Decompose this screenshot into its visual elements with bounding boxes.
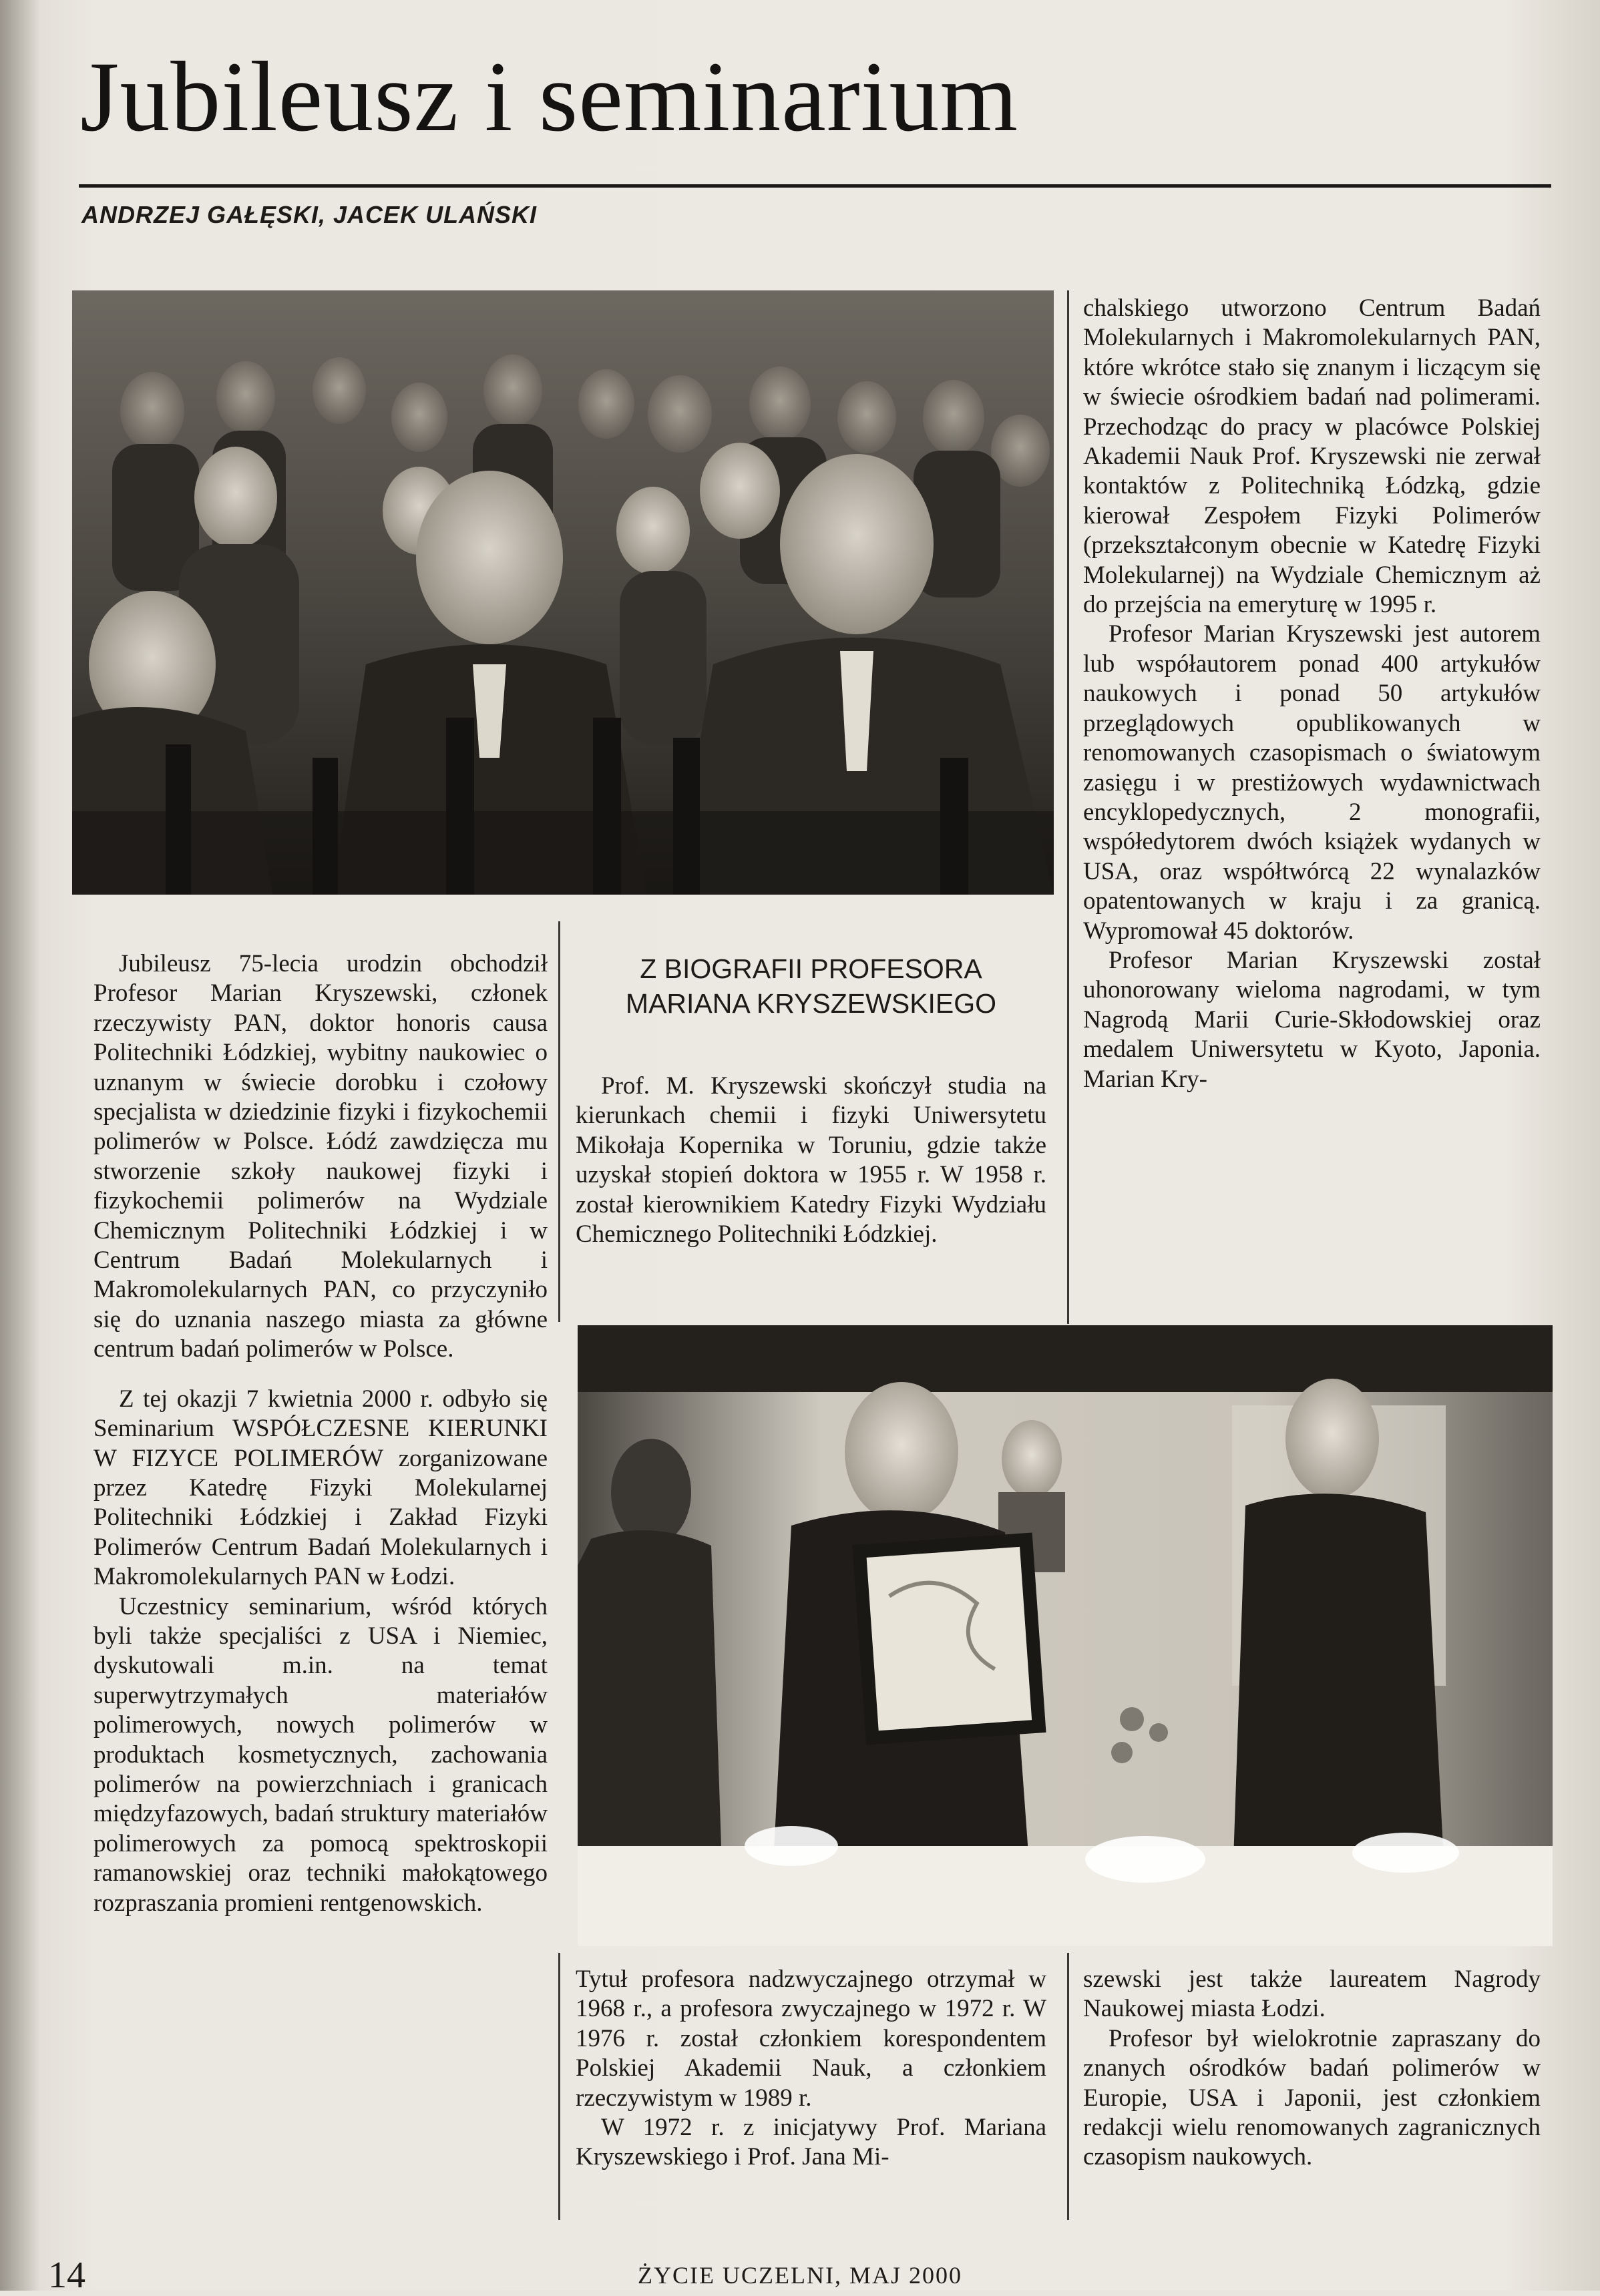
paragraph: Z tej okazji 7 kwietnia 2000 r. odbyło się Seminarium WSPÓŁCZESNE KIERUNKI W FIZYCE POLIMERÓW zorganizowane przez Katedrę Fizyki Molekularnej Politechniki Łódzkiej i Zakład Fizyki Polimerów Centrum Badań Molekularnych i Makromolekularnych PAN w Łodzi. xyxy=(93,1385,548,1591)
paragraph: W 1972 r. z inicjatywy Prof. Mariana Kryszewskiego i Prof. Jana Mi- xyxy=(576,2114,1046,2171)
paragraph: chalskiego utworzono Centrum Badań Molekularnych i Makromolekularnych PAN, które wkrótce stało się znanym i liczącym się w świecie ośrodkiem badań nad polimerami. Przechodząc do pracy w placówce Polskiej Akademii Nauk Prof. Kryszewski nie zerwał kontaktów z Politechniką Łódzką, gdzie kierował Zespołem Fizyki Polimerów (przekształconym obecnie w Katedrę Fizyki Molekularnej) na Wydziale Chemicznym aż do przejścia na emeryturę w 1995 r. xyxy=(1083,294,1541,619)
page-number: 14 xyxy=(48,2255,85,2296)
paragraph: Profesor Marian Kryszewski został uhonorowany wieloma nagrodami, w tym Nagrodą Marii Curie-Skłodowskiej oraz medalem Uniwersytetu w Kyoto, Japonia. Marian Kry- xyxy=(1083,946,1541,1093)
column-rule xyxy=(1067,1953,1069,2220)
paragraph: Prof. M. Kryszewski skończył studia na kierunkach chemii i fizyki Uniwersytetu Mikołaja Kopernika w Toruniu, gdzie także uzyskał stopień doktora w 1955 r. W 1958 r. został kierownikiem Katedry Fizyki Wydziału Chemicznego Politechniki Łódzkiej. xyxy=(576,1072,1046,1248)
left-column xyxy=(93,949,548,1918)
right-column-bottom xyxy=(1083,1965,1541,2172)
paragraph: Profesor był wielokrotnie zapraszany do znanych ośrodków badań polimerów w Europie, USA i Japonii, jest członkiem redakcji wielu renomowanych zagranicznych czasopism naukowych. xyxy=(1083,2024,1541,2171)
biography-column-top xyxy=(576,1072,1046,1249)
biography-heading-line: Z BIOGRAFII PROFESORA xyxy=(640,953,982,984)
column-rule xyxy=(558,1953,560,2220)
journal-footer: ŻYCIE UCZELNI, MAJ 2000 xyxy=(638,2262,962,2289)
biography-heading-line: MARIANA KRYSZEWSKIEGO xyxy=(625,988,997,1019)
title-rule xyxy=(79,184,1551,188)
paragraph: Uczestnicy seminarium, wśród których byli także specjaliści z USA i Niemiec, dyskutowali m.in. na temat superwytrzymałych materiałów polimerowych, nowych polimerów w produktach kosmetycznych, zachowania polimerów na powierzchniach i granicach międzyfazowych, badań struktury materiałów polimerowych za pomocą spektroskopii ramanowskiej oraz techniki małokątowego rozpraszania promieni rentgenowskich. xyxy=(93,1592,548,1917)
biography-heading xyxy=(576,951,1046,1021)
article-title: Jubileusz i seminarium xyxy=(80,41,1019,152)
right-column-top xyxy=(1083,294,1541,1094)
biography-column-bottom xyxy=(576,1965,1046,2172)
paragraph: Tytuł profesora nadzwyczajnego otrzymał w 1968 r., a profesora zwyczajnego w 1972 r. W 1976 r. został członkiem korespondentem Polskiej Akademii Nauk, a członkiem rzeczywistym w 1989 r. xyxy=(576,1966,1046,2112)
column-rule xyxy=(1067,290,1069,1324)
binding-shadow xyxy=(0,0,40,2291)
paragraph: Profesor Marian Kryszewski jest autorem lub współautorem ponad 400 artykułów naukowych i ponad 50 artykułów przeglądowych opublikowanych w renomowanych czasopismach o światowym zasięgu i w prestiżowych wydawnictwach encyklopedycznych, 2 monografii, współedytorem dwóch książek wydanych w USA, oraz współtwórcą 22 wynalazków opatentowanych w kraju i za granicą. Wypromował 45 doktorów. xyxy=(1083,620,1541,945)
photo-seminar-audience xyxy=(72,290,1054,895)
column-rule xyxy=(558,921,560,1322)
photo-award-ceremony xyxy=(578,1325,1553,1946)
paragraph: szewski jest także laureatem Nagrody Naukowej miasta Łodzi. xyxy=(1083,1966,1541,2023)
paragraph: Jubileusz 75-lecia urodzin obchodził Profesor Marian Kryszewski, członek rzeczywisty PAN, doktor honoris causa Politechniki Łódzkiej, wybitny naukowiec o uznanym w świecie dorobku i czołowy specjalista w dziedzinie fizyki i fizykochemii polimerów w Polsce. Łódź zawdzięcza mu stworzenie szkoły naukowej fizyki i fizykochemii polimerów na Wydziale Chemicznym Politechniki Łódzkiej i w Centrum Badań Molekularnych i Makromolekularnych PAN, co przyczyniło się do uznania naszego miasta za główne centrum badań polimerów w Polsce. xyxy=(93,950,548,1363)
article-authors: ANDRZEJ GAŁĘSKI, JACEK ULAŃSKI xyxy=(81,201,538,228)
